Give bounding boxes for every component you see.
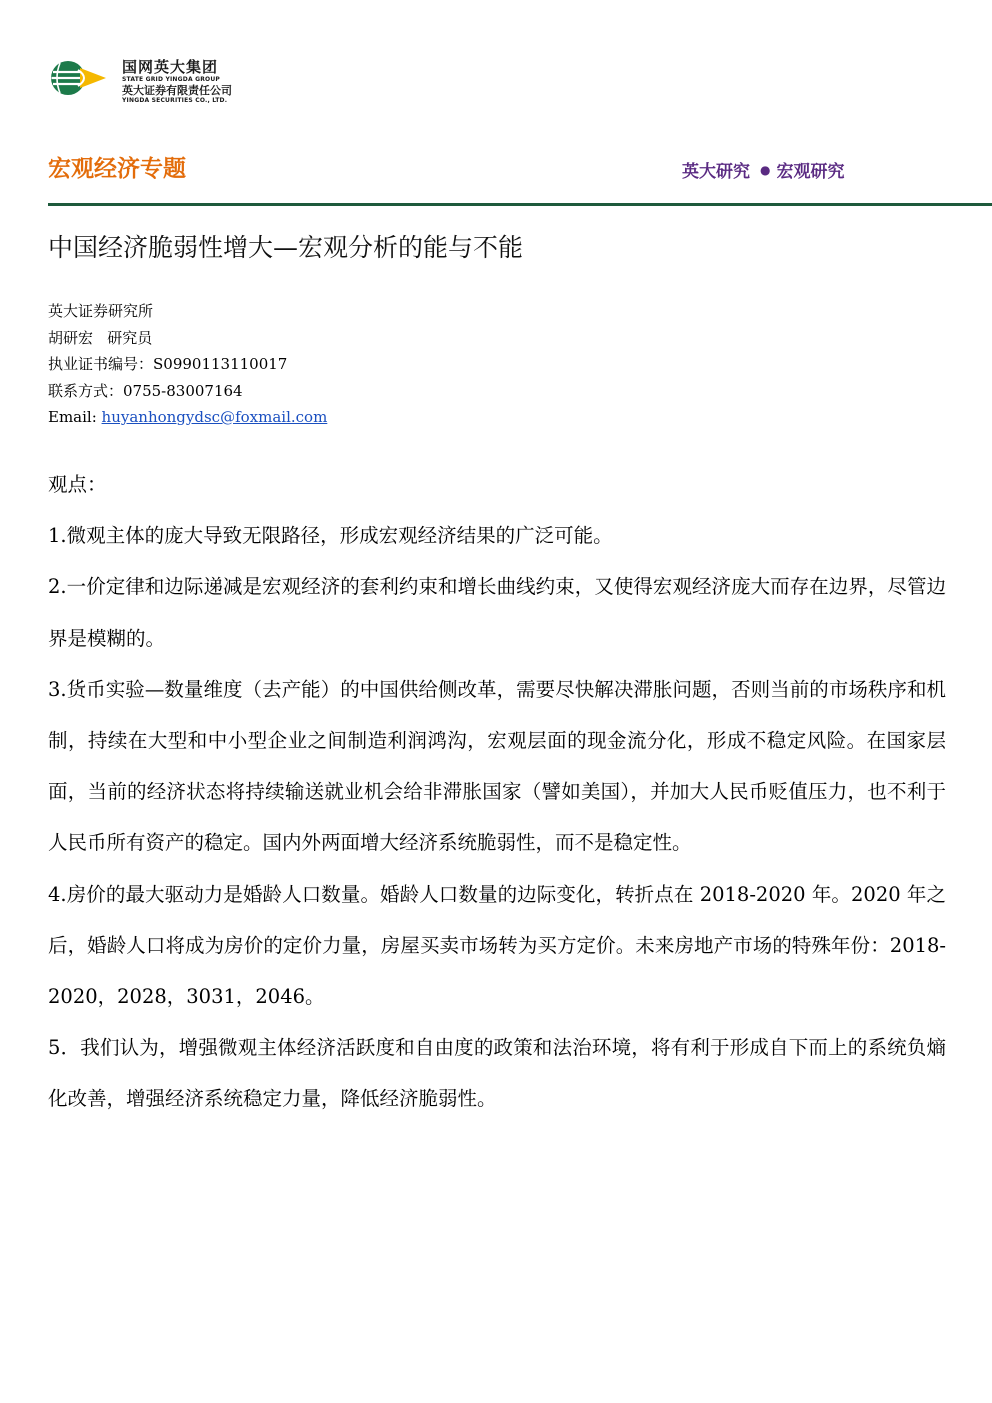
email-link[interactable]: huyanhongydsc@foxmail.com	[101, 408, 328, 426]
series-right: 宏观研究	[776, 162, 845, 182]
report-category: 宏观经济专题	[48, 156, 186, 182]
viewpoint-1: 1.微观主体的庞大导致无限路径，形成宏观经济结果的广泛可能。	[48, 524, 613, 548]
logo-name-cn: 国网英大集团	[122, 58, 219, 76]
bullet-dot-icon: ●	[760, 162, 771, 177]
logo-name-en: STATE GRID YINGDA GROUP	[122, 76, 221, 83]
series-left: 英大研究	[682, 162, 750, 182]
logo-company-cn: 英大证券有限责任公司	[122, 84, 232, 97]
viewpoint-4: 4.房价的最大驱动力是婚龄人口数量。婚龄人口数量的边际变化，转折点在 2018-2020 年。2020 年之后，婚龄人口将成为房价的定价力量，房屋买卖市场转为买方定价。未来房地产市场的特殊年份：2018-2020，2028，3031，2046。	[48, 882, 946, 1009]
viewpoint-3: 3.货币实验—数量维度（去产能）的中国供给侧改革，需要尽快解决滞胀问题，否则当前的市场秩序和机制，持续在大型和中小型企业之间制造利润鸿沟，宏观层面的现金流分化，形成不稳定风险。在国家层面，当前的经济状态将持续输送就业机会给非滞胀国家（譬如美国），并加大人民币贬值压力，也不利于人民币所有资产的稳定。国内外两面增大经济系统脆弱性，而不是稳定性。	[48, 677, 946, 855]
author-contact: 联系方式：0755-83007164	[48, 381, 243, 400]
report-series	[682, 157, 844, 182]
company-logo	[50, 58, 290, 118]
report-title: 中国经济脆弱性增大—宏观分析的能与不能	[48, 233, 524, 262]
logo-text	[122, 58, 232, 105]
author-block	[48, 298, 327, 431]
globe-arrow-logo-icon	[50, 60, 112, 96]
logo-company-en: YINGDA SECURITIES CO., LTD.	[122, 97, 228, 104]
author-email-line	[48, 404, 327, 431]
author-license: 执业证书编号：S0990113110017	[48, 355, 288, 373]
header-divider	[48, 203, 992, 206]
email-label: Email:	[48, 408, 102, 426]
author-name-role: 胡研宏 研究员	[48, 328, 153, 347]
author-institute: 英大证券研究所	[48, 302, 154, 320]
viewpoint-2: 2.一价定律和边际递减是宏观经济的套利约束和增长曲线约束，又使得宏观经济庞大而存在边界，尽管边界是模糊的。	[48, 575, 946, 650]
report-body	[48, 459, 946, 1125]
viewpoint-5: 5．我们认为，增强微观主体经济活跃度和自由度的政策和法治环境，将有利于形成自下而上的系统负熵化改善，增强经济系统稳定力量，降低经济脆弱性。	[48, 1036, 946, 1111]
viewpoints-heading: 观点：	[48, 473, 107, 496]
